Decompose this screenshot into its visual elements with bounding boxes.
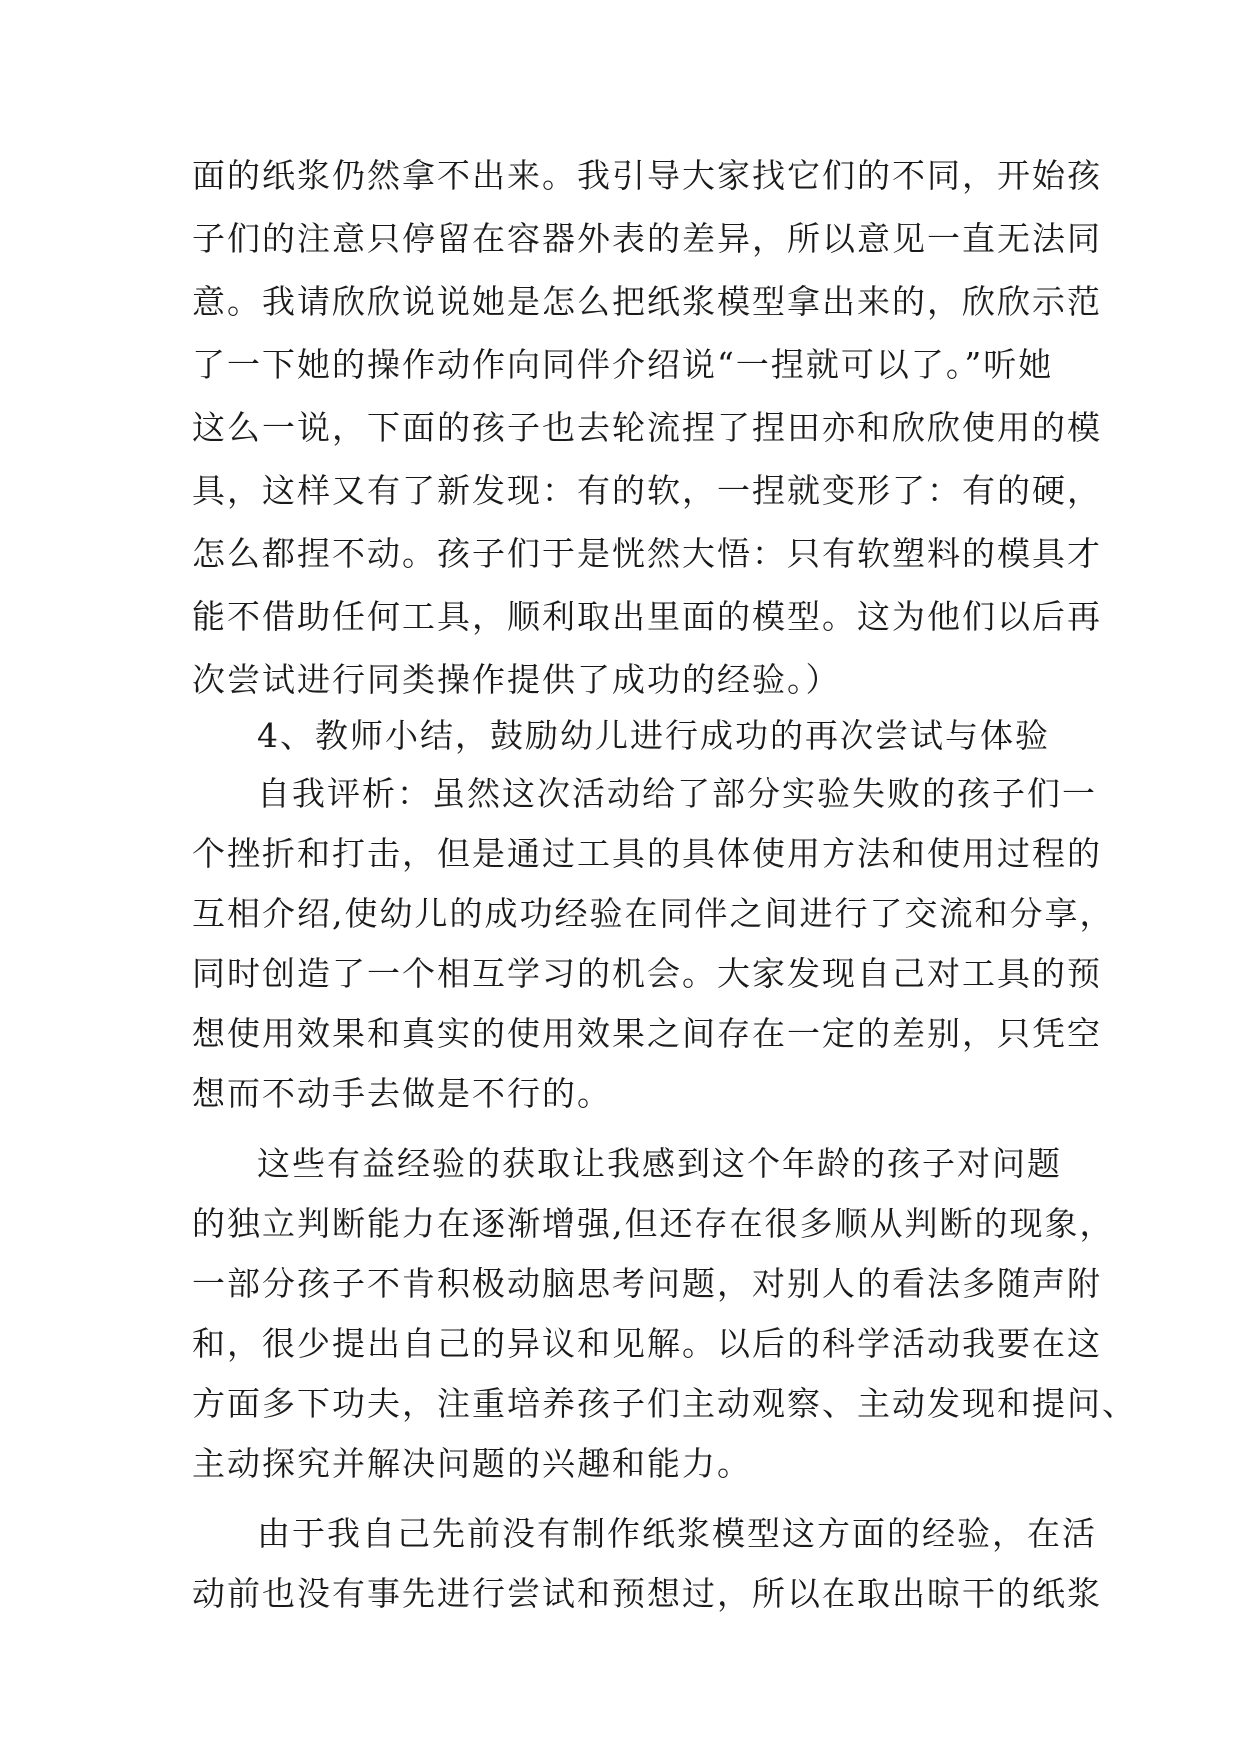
text-line-19: 一部分孩子不肯积极动脑思考问题，对别人的看法多随声附	[192, 1264, 1102, 1303]
section-heading: 4、教师小结，鼓励幼儿进行成功的再次尝试与体验	[257, 716, 1050, 755]
text-line-12: 个挫折和打击，但是通过工具的具体使用方法和使用过程的	[192, 834, 1102, 873]
text-line-13: 互相介绍,使幼儿的成功经验在同伴之间进行了交流和分享，	[192, 894, 1115, 933]
paragraph-start-reflection: 由于我自己先前没有制作纸浆模型这方面的经验，在活	[257, 1514, 1097, 1553]
text-line-9: 次尝试进行同类操作提供了成功的经验。）	[192, 660, 841, 699]
text-line-18: 的独立判断能力在逐渐增强,但还存在很多顺从判断的现象，	[192, 1204, 1115, 1243]
text-line-16: 想而不动手去做是不行的。	[192, 1074, 612, 1113]
text-line-3: 意。我请欣欣说说她是怎么把纸浆模型拿出来的，欣欣示范	[192, 282, 1102, 321]
text-line-4: 了一下她的操作动作向同伴介绍说“一捏就可以了。”听她	[192, 345, 1054, 384]
paragraph-start-self-review: 自我评析：虽然这次活动给了部分实验失败的孩子们一	[257, 774, 1097, 813]
text-line-5: 这么一说，下面的孩子也去轮流捏了捏田亦和欣欣使用的模	[192, 408, 1102, 447]
text-line-7: 怎么都捏不动。孩子们于是恍然大悟：只有软塑料的模具才	[192, 534, 1102, 573]
text-line-8: 能不借助任何工具，顺利取出里面的模型。这为他们以后再	[192, 597, 1102, 636]
text-line-1: 面的纸浆仍然拿不出来。我引导大家找它们的不同，开始孩	[192, 156, 1102, 195]
text-line-21: 方面多下功夫，注重培养孩子们主动观察、主动发现和提问、	[192, 1384, 1137, 1423]
text-line-20: 和，很少提出自己的异议和见解。以后的科学活动我要在这	[192, 1324, 1102, 1363]
text-line-6: 具，这样又有了新发现：有的软，一捏就变形了：有的硬，	[192, 471, 1102, 510]
text-line-24: 动前也没有事先进行尝试和预想过，所以在取出晾干的纸浆	[192, 1574, 1102, 1613]
text-line-15: 想使用效果和真实的使用效果之间存在一定的差别，只凭空	[192, 1014, 1102, 1053]
text-line-2: 子们的注意只停留在容器外表的差异，所以意见一直无法同	[192, 219, 1102, 258]
text-line-14: 同时创造了一个相互学习的机会。大家发现自己对工具的预	[192, 954, 1102, 993]
text-line-22: 主动探究并解决问题的兴趣和能力。	[192, 1444, 752, 1483]
paragraph-start-experience: 这些有益经验的获取让我感到这个年龄的孩子对问题	[257, 1144, 1062, 1183]
